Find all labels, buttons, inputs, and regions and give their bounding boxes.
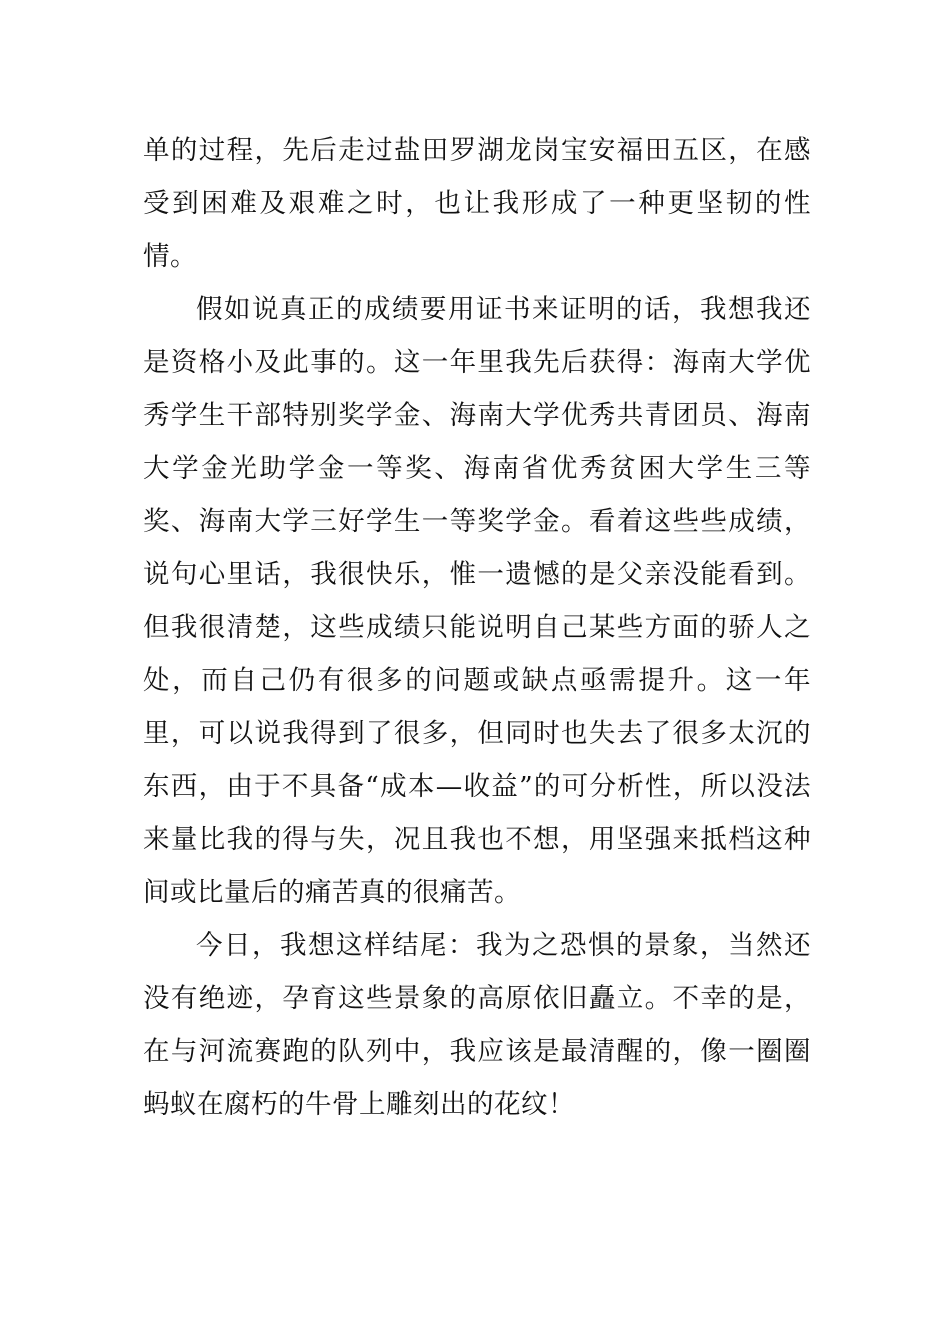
paragraph-1: 单的过程，先后走过盐田罗湖龙岗宝安福田五区，在感受到困难及艰难之时，也让我形成了一种更坚韧的性情。 bbox=[143, 135, 811, 272]
paragraph-3: 今日，我想这样结尾：我为之恐惧的景象，当然还没有绝迹，孕育这些景象的高原依旧矗立。不幸的是，在与河流赛跑的队列中，我应该是最清醒的，像一圈圈蚂蚁在腐朽的牛骨上雕刻出的花纹！ bbox=[143, 930, 811, 1120]
document-body bbox=[143, 124, 811, 1131]
paragraph-2: 假如说真正的成绩要用证书来证明的话，我想我还是资格小及此事的。这一年里我先后获得：海南大学优秀学生干部特别奖学金、海南大学优秀共青团员、海南大学金光助学金一等奖、海南省优秀贫困大学生三等奖、海南大学三好学生一等奖学金。看着这些些成绩，说句心里话，我很快乐，惟一遗憾的是父亲没能看到。但我很清楚，这些成绩只能说明自己某些方面的骄人之处，而自己仍有很多的问题或缺点亟需提升。这一年里，可以说我得到了很多，但同时也失去了很多太沉的东西，由于不具备“成本—收益”的可分析性，所以没法来量比我的得与失，况且我也不想，用坚强来抵档这种间或比量后的痛苦真的很痛苦。 bbox=[143, 294, 811, 908]
